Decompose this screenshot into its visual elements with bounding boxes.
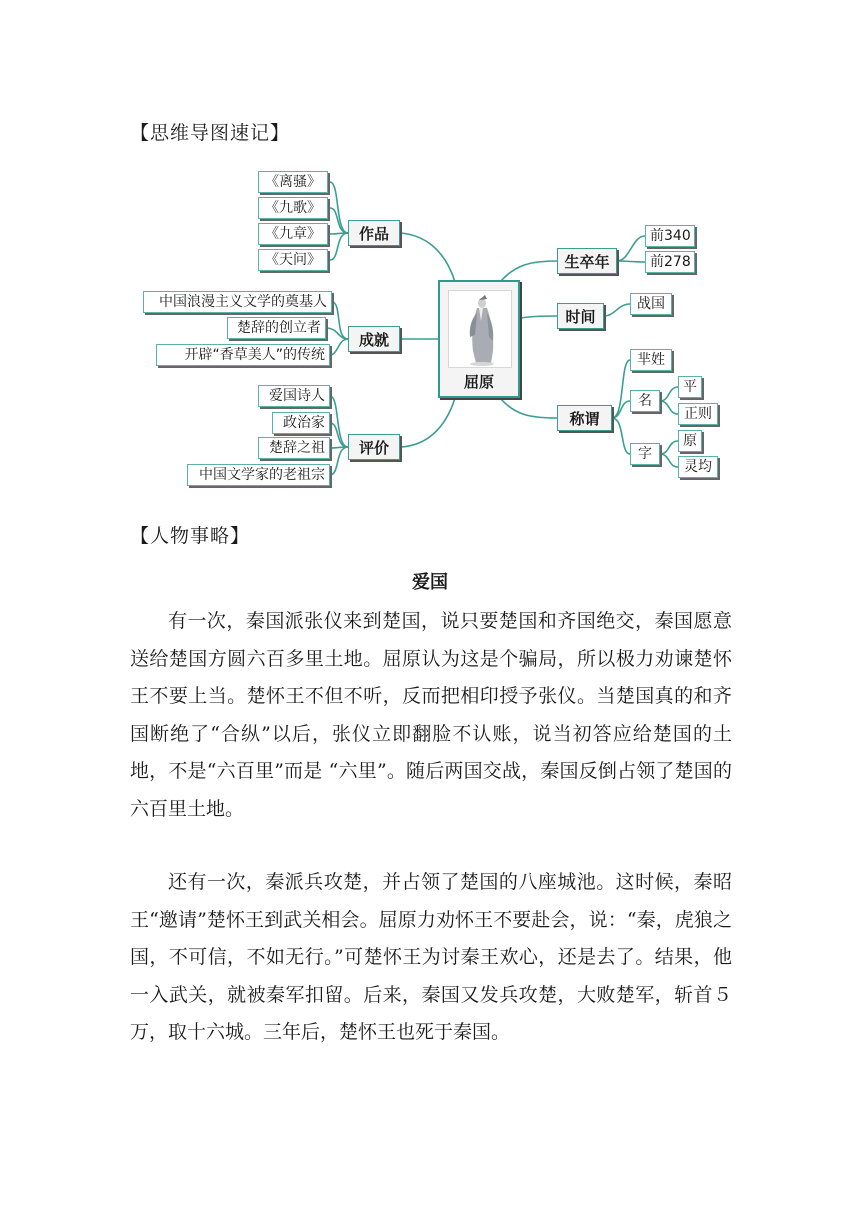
work-jiuzhang: 《九章》 — [258, 223, 328, 245]
evaluation-literary-forefather: 中国文学家的老祖宗 — [187, 464, 330, 486]
work-tianwen: 《天问》 — [258, 249, 328, 271]
branch-achievement: 成就 — [348, 326, 400, 352]
lifespan-death: 前278 — [645, 251, 695, 273]
title-zi-label: 字 — [630, 443, 660, 465]
mindmap-center — [438, 280, 520, 398]
center-label: 屈原 — [463, 373, 494, 391]
story-heading: 【人物事略】 — [130, 525, 251, 547]
mindmap-connectors — [0, 0, 860, 500]
work-lisao: 《离骚》 — [258, 171, 328, 193]
title-surname: 芈姓 — [630, 349, 672, 371]
ming-ping: 平 — [678, 376, 702, 398]
achievement-xiangcao-meiren: 开辟“香草美人”的传统 — [156, 344, 330, 366]
work-jiuge: 《九歌》 — [258, 197, 328, 219]
qu-yuan-portrait — [448, 290, 512, 368]
achievement-founder-romanticism: 中国浪漫主义文学的奠基人 — [143, 291, 332, 313]
zi-yuan: 原 — [678, 430, 702, 452]
evaluation-patriotic-poet: 爱国诗人 — [258, 385, 330, 407]
branch-era: 时间 — [557, 303, 604, 329]
branch-evaluation: 评价 — [348, 434, 400, 460]
title-ming-label: 名 — [630, 390, 660, 412]
story-paragraph-1: 有一次，秦国派张仪来到楚国，说只要楚国和齐国绝交，秦国愿意送给楚国方圆六百多里土地。屈原认为这是个骗局，所以极力劝谏楚怀王不要上当。楚怀王不但不听，反而把相印授予张仪。当楚国真的和齐国断绝了“合纵”以后，张仪立即翻脸不认账，说当初答应给楚国的土地，不是“六百里”而是 “六里”。随后两国交战，秦国反倒占领了楚国的六百里土地。 — [130, 610, 732, 820]
evaluation-chuci-ancestor: 楚辞之祖 — [258, 437, 330, 459]
branch-lifespan: 生卒年 — [557, 248, 617, 274]
achievement-chuci-creator: 楚辞的创立者 — [227, 317, 326, 339]
era-warring-states: 战国 — [630, 293, 672, 315]
evaluation-statesman: 政治家 — [272, 412, 330, 434]
ming-zhengze: 正则 — [678, 403, 718, 425]
story-subtitle: 爱国 — [412, 572, 448, 593]
story-paragraph-2: 还有一次，秦派兵攻楚，并占领了楚国的八座城池。这时候，秦昭王“邀请”楚怀王到武关相会。屈原力劝怀王不要赴会，说：“秦，虎狼之国，不可信，不如无行。”可楚怀王为讨秦王欢心，还是去了。结果，他一入武关，就被秦军扣留。后来，秦国又发兵攻楚，大败楚军，斩首５万，取十六城。三年后，楚怀王也死于秦国。 — [130, 871, 732, 1043]
zi-lingjun: 灵均 — [678, 456, 718, 478]
lifespan-birth: 前340 — [645, 225, 695, 247]
mindmap-heading: 【思维导图速记】 — [130, 122, 291, 144]
branch-works: 作品 — [348, 220, 400, 246]
branch-titles: 称谓 — [557, 405, 612, 431]
